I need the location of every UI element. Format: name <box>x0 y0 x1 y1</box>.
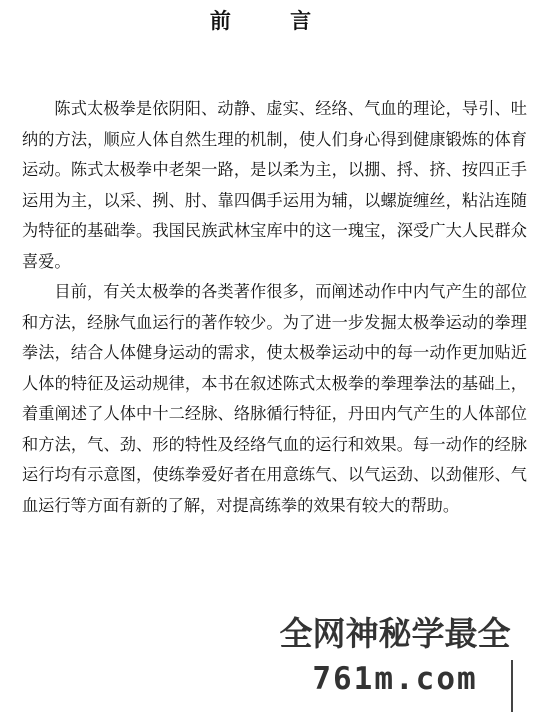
paragraph-2: 目前，有关太极拳的各类著作很多，而阐述动作中内气产生的部位和方法，经脉气血运行的著作较少。为了进一步发掘太极拳运动的拳理拳法，结合人体健身运动的需求，使太极拳运动中的每一动作更加贴近人体的特征及运动规律，本书在叙述陈式太极拳的拳理拳法的基础上，着重阐述了人体中十二经脉、络脉循行特征，丹田内气产生的人体部位和方法，气、劲、形的特性及经络气血的运行和效果。每一动作的经脉运行均有示意图，使练拳爱好者在用意练气、以气运劲、以劲催形、气血运行等方面有新的了解，对提高练拳的效果有较大的帮助。 <box>22 282 527 515</box>
watermark <box>250 612 540 702</box>
scan-edge-line <box>511 660 513 712</box>
page-title: 前 言 <box>209 9 338 33</box>
preface-body <box>22 94 527 521</box>
watermark-slogan: 全网神秘学最全 <box>279 614 511 653</box>
watermark-url: 761m.com <box>312 661 478 697</box>
paragraph-1: 陈式太极拳是依阴阳、动静、虚实、经络、气血的理论，导引、吐纳的方法，顺应人体自然生理的机制，使人们身心得到健康锻炼的体育运动。陈式太极拳中老架一路，是以柔为主，以掤、捋、挤、按四正手运用为主，以采、挒、肘、靠四偶手运用为辅，以螺旋缠丝，粘沾连随为特征的基础拳。我国民族武林宝库中的这一瑰宝，深受广大人民群众喜爱。 <box>22 99 527 271</box>
